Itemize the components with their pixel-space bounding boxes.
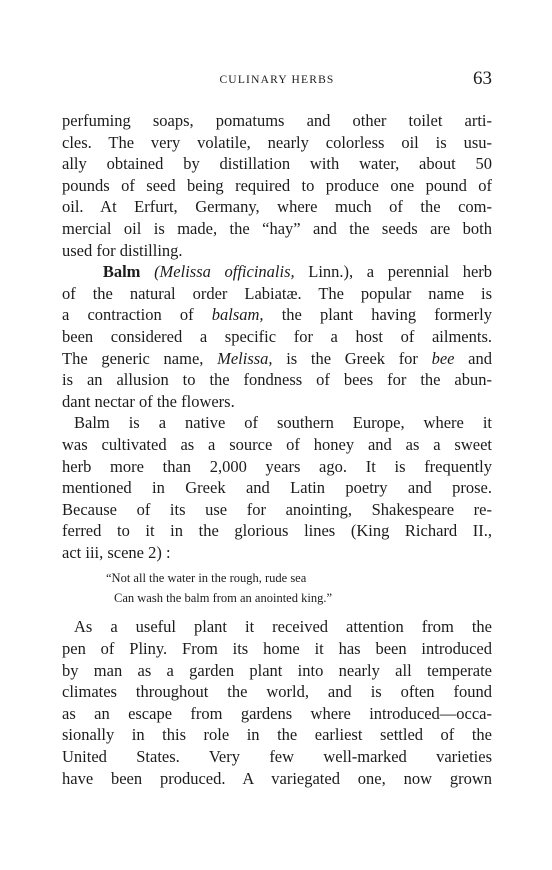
text-line: perfuming soaps, pomatums and other toilet arti- (62, 111, 492, 130)
text-line: is an allusion to the fondness of bees for the abun- (62, 370, 492, 390)
text-line: by man as a garden plant into nearly all temperate (62, 660, 492, 680)
text-line: been considered a specific for a host of ailments. (62, 326, 492, 346)
text-line: oil. At Erfurt, Germany, where much of the com- (62, 197, 492, 217)
text-line: used for distilling. (62, 240, 183, 260)
text-line: Because of its use for anointing, Shakespeare re- (62, 499, 492, 519)
text-line: mercial oil is made, the “hay” and the seeds are both (62, 218, 492, 238)
italic-text: balsam, (211, 305, 264, 325)
text-line: United States. Very few well-marked varieties (62, 747, 492, 767)
text-line: pen of Pliny. From its home it has been introduced (62, 639, 492, 659)
text-run: Linn.), a perennial herb (294, 262, 492, 282)
quote-line: “Not all the water in the rough, rude sea (106, 571, 307, 586)
page-text (62, 110, 492, 789)
text-line: dant nectar of the flowers. (62, 391, 235, 411)
running-head (62, 70, 492, 92)
running-title: CULINARY HERBS (219, 74, 335, 86)
text-line: cles. The very volatile, nearly colorless oil is usu- (62, 132, 492, 152)
text-run: a contraction of (62, 305, 212, 325)
text-line: was cultivated as a source of honey and as a sweet (62, 434, 492, 454)
italic-text: Melissa, (217, 348, 273, 368)
text-line: climates throughout the world, and is often found (62, 682, 492, 702)
text-line (62, 261, 492, 283)
text-line: pounds of seed being required to produce one pound of (62, 175, 492, 195)
text-line: of the natural order Labiatæ. The popular name is (62, 283, 492, 303)
text-line: Balm is a native of southern Europe, where it (74, 413, 492, 433)
text-run: and (454, 348, 492, 368)
text-line: act iii, scene 2) : (62, 542, 171, 562)
text-run: is the Greek for (272, 348, 432, 368)
text-line: As a useful plant it received attention from the (74, 617, 492, 637)
text-line: sionally in this role in the earliest settled of the (62, 725, 492, 745)
italic-text: (Melissa officinalis, (154, 262, 295, 282)
text-line: herb more than 2,000 years ago. It is frequently (62, 456, 492, 476)
text-line: ferred to it in the glorious lines (King Richard II., (62, 521, 492, 541)
text-line: ally obtained by distillation with water, about 50 (62, 154, 492, 174)
text-line (62, 348, 492, 370)
text-line: mentioned in Greek and Latin poetry and prose. (62, 478, 492, 498)
entry-heading: Balm (102, 262, 141, 282)
text-line: have been produced. A variegated one, now grown (62, 768, 492, 788)
quote-line: Can wash the balm from an anointed king.” (114, 590, 332, 605)
text-line (62, 304, 492, 326)
page-number: 63 (473, 68, 492, 89)
italic-text: bee (431, 348, 455, 368)
text-line: as an escape from gardens where introduced—occa- (62, 703, 492, 723)
text-run: the plant having formerly (263, 305, 492, 325)
text-run: The generic name, (62, 348, 218, 368)
